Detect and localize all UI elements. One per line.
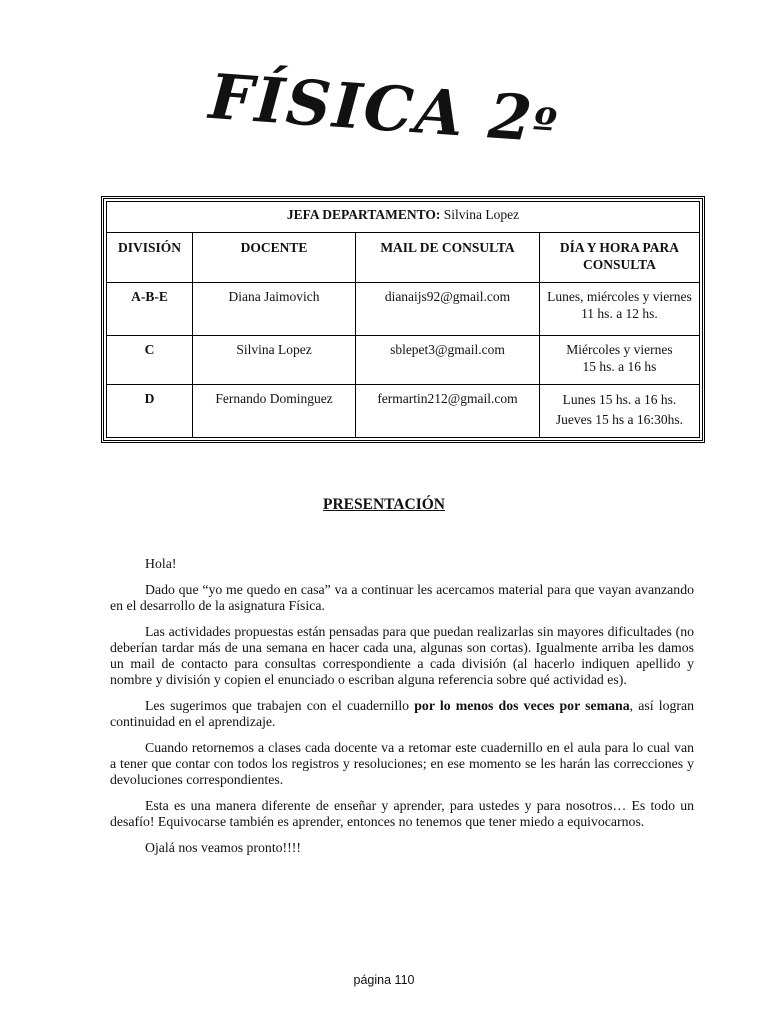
horario-hours: 11 hs. a 12 hs. [581,306,658,321]
docente-cell: Fernando Dominguez [192,385,355,438]
department-head-row [107,202,700,233]
department-head-name: Silvina Lopez [443,207,520,222]
docente-cell: Silvina Lopez [192,336,355,385]
contact-table-frame [101,196,705,443]
header-horario: DÍA Y HORA PARA CONSULTA [539,233,699,283]
page-title [0,45,768,171]
page-number: página 110 [353,973,415,987]
mail-cell: sblepet3@gmail.com [356,336,540,385]
department-head-label: JEFA DEPARTAMENTO: [286,207,441,222]
horario-days: Miércoles y viernes [566,342,673,357]
horario-hours: Jueves 15 hs a 16:30hs. [555,412,683,427]
paragraph-greeting: Hola! [145,556,177,571]
title-ordinal: º [531,97,561,154]
emphasis-text: por lo menos dos veces por semana [414,698,630,713]
header-division: DIVISIÓN [107,233,193,283]
paragraph: Esta es una manera diferente de enseñar y aprender, para ustedes y para nosotros… Es todo un desafío! Equivocarse también es aprender, entonces no tenemos que tener miedo a equivocarnos. [110,798,694,829]
table-header-row [107,233,700,283]
paragraph: Las actividades propuestas están pensadas para que puedan realizarlas sin mayores dificultades (no deberían tardar más de una semana en hacer cada una, algunas son cortas). Igualmente arriba les damos un mail de contacto para consultas correspondiente a cada división (al hacerlo indiquen apellido y nombre y división y copien el enunciado o escriban alguna referencia sobre qué actividad es). [110,624,694,687]
paragraph [110,698,694,730]
paragraph: Dado que “yo me quedo en casa” va a continuar les acercamos material para que vayan avanzando en el desarrollo de la asignatura Física. [110,582,694,613]
text-span: Les sugerimos que trabajen con el cuadernillo [145,698,415,713]
horario-cell [539,283,699,336]
horario-days: Lunes, miércoles y viernes [547,289,692,304]
header-docente: DOCENTE [192,233,355,283]
division-cell: C [107,336,193,385]
horario-hours: 15 hs. a 16 hs [582,359,657,374]
mail-cell: dianaijs92@gmail.com [356,283,540,336]
horario-cell [539,336,699,385]
horario-cell [539,385,699,438]
mail-cell: fermartin212@gmail.com [356,385,540,438]
table-row [107,283,700,336]
paragraph-closing: Ojalá nos veamos pronto!!!! [145,840,301,855]
presentation-body [110,556,694,866]
table-row [107,336,700,385]
division-cell: D [107,385,193,438]
docente-cell: Diana Jaimovich [192,283,355,336]
table-row [107,385,700,438]
title-text: FÍSICA 2 [206,59,537,156]
contact-table [106,201,700,438]
division-cell: A-B-E [107,283,193,336]
horario-days: Lunes 15 hs. a 16 hs. [562,392,677,407]
paragraph: Cuando retornemos a clases cada docente va a retomar este cuadernillo en el aula para lo cual van a tener que contar con todos los registros y resoluciones; en ese momento se les harán las correcciones y devoluciones correspondientes. [110,740,694,787]
section-heading: PRESENTACIÓN [322,496,445,513]
text-span: , así logran continuidad en el aprendizaje. [110,698,694,729]
header-mail: MAIL DE CONSULTA [356,233,540,283]
